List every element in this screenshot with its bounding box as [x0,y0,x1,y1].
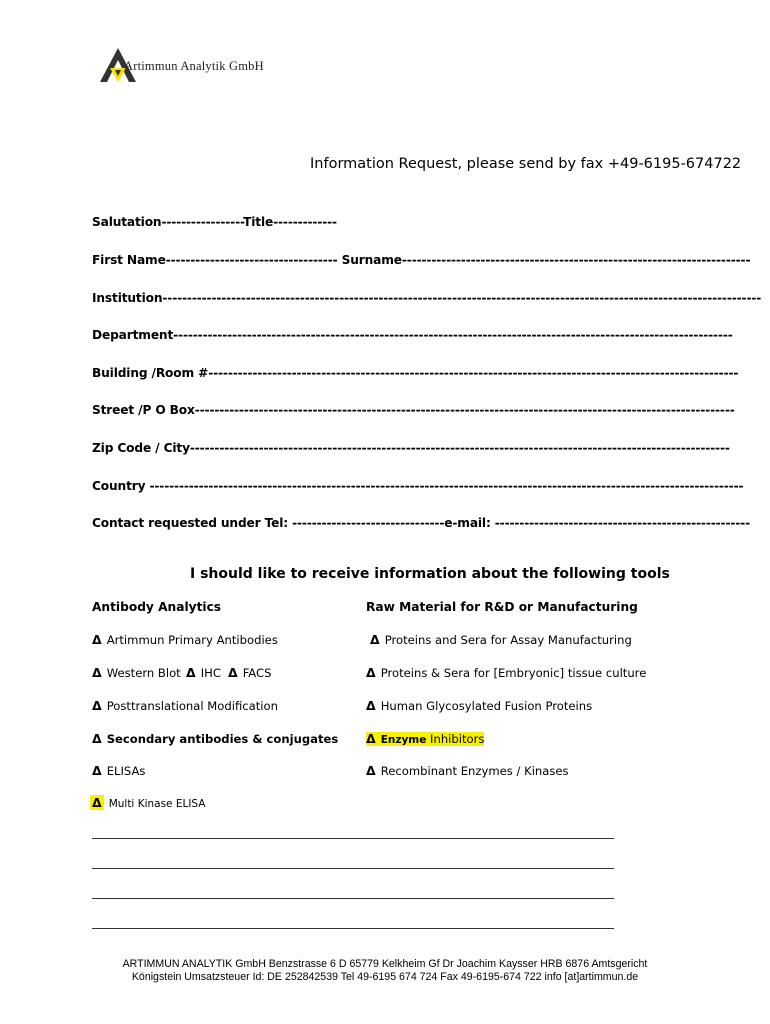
blank-line[interactable] [92,868,614,869]
option-ihc[interactable] [186,665,221,680]
blank-line[interactable] [92,838,614,839]
tools-section-heading: I should like to receive information about the following tools [190,566,670,582]
delta-checkbox-icon: Δ [92,665,102,680]
option-posttranslational[interactable] [92,698,278,713]
delta-checkbox-icon: Δ [92,698,102,713]
delta-checkbox-icon: Δ [228,665,238,680]
delta-checkbox-icon: Δ [92,795,102,810]
option-recombinant-enzymes[interactable] [366,763,569,778]
delta-checkbox-icon: Δ [370,632,380,647]
option-secondary-antibodies[interactable] [92,731,338,746]
option-tissue-culture[interactable] [366,665,646,680]
delta-checkbox-icon: Δ [366,665,376,680]
option-primary-antibodies[interactable] [92,632,278,647]
option-label: Secondary antibodies & conjugates [106,732,339,746]
delta-checkbox-icon: Δ [186,665,196,680]
highlighted-label [366,732,484,746]
delta-checkbox-icon: Δ [92,763,102,778]
institution-field[interactable]: Institution-------------------------------------------------------------------------------------------------------------------------- [92,291,762,305]
option-label: ELISAs [106,764,146,778]
option-label: Artimmun Primary Antibodies [106,633,278,647]
option-western-blot[interactable] [92,665,181,680]
zip-city-field[interactable]: Zip Code / City-------------------------------------------------------------------------------------------------------------- [92,441,730,455]
department-field[interactable]: Department------------------------------------------------------------------------------------------------------------------ [92,328,733,342]
option-proteins-sera-assay[interactable] [370,632,632,647]
company-logo [98,46,298,86]
country-field[interactable]: Country ------------------------------------------------------------------------------------------------------------------------- [92,479,744,493]
option-label: Human Glycosylated Fusion Proteins [380,699,593,713]
delta-checkbox-icon: Δ [366,763,376,778]
option-elisas[interactable] [92,763,145,778]
option-label: IHC [200,666,221,680]
contact-tel-email-field[interactable]: Contact requested under Tel: -------------------------------e-mail: ---------------------------------------------------- [92,516,751,530]
option-multi-kinase-elisa[interactable] [90,795,205,810]
option-label: Proteins and Sera for Assay Manufacturing [384,633,632,647]
company-name: Artimmun Analytik GmbH [124,59,264,73]
delta-checkbox-icon: Δ [92,731,102,746]
antibody-analytics-heading: Antibody Analytics [92,600,222,614]
option-fusion-proteins[interactable] [366,698,592,713]
option-label: Recombinant Enzymes / Kinases [380,764,569,778]
raw-material-heading: Raw Material for R&D or Manufacturing [366,600,638,614]
option-label: Proteins & Sera for [Embryonic] tissue culture [380,666,647,680]
name-surname-field[interactable]: First Name----------------------------------- Surname----------------------------------------------------------------------- [92,253,751,267]
footer-line-1: ARTIMMUN ANALYTIK GmbH Benzstrasse 6 D 65779 Kelkheim Gf Dr Joachim Kaysser HRB 6876 Amtsgericht [122,958,648,970]
delta-checkbox-icon: Δ [92,632,102,647]
building-room-field[interactable]: Building /Room #------------------------------------------------------------------------------------------------------------ [92,366,739,380]
option-label: Multi Kinase ELISA [108,798,206,810]
footer-line-2: Königstein Umsatzsteuer Id: DE 252842539 Tel 49-6195 674 724 Fax 49-6195-674 722 info [at]artimmun.de [131,970,639,983]
blank-line[interactable] [92,898,614,899]
option-label: Western Blot [106,666,181,680]
option-label: FACS [242,666,272,680]
fax-request-heading: Information Request, please send by fax +49-6195-674722 [310,156,742,172]
salutation-title-field[interactable]: Salutation-----------------Title------------- [92,215,337,229]
blank-line[interactable] [92,928,614,929]
enzyme-label: Enzyme [380,734,427,746]
option-facs[interactable] [228,665,271,680]
delta-checkbox-icon: Δ [366,698,376,713]
delta-checkbox-icon: Δ [366,731,376,746]
option-label: Posttranslational Modification [106,699,278,713]
street-pobox-field[interactable]: Street /P O Box-------------------------------------------------------------------------------------------------------------- [92,403,735,417]
option-enzyme-inhibitors[interactable] [366,731,484,746]
inhibitors-label: Inhibitors [430,732,485,746]
company-footer [0,958,770,983]
